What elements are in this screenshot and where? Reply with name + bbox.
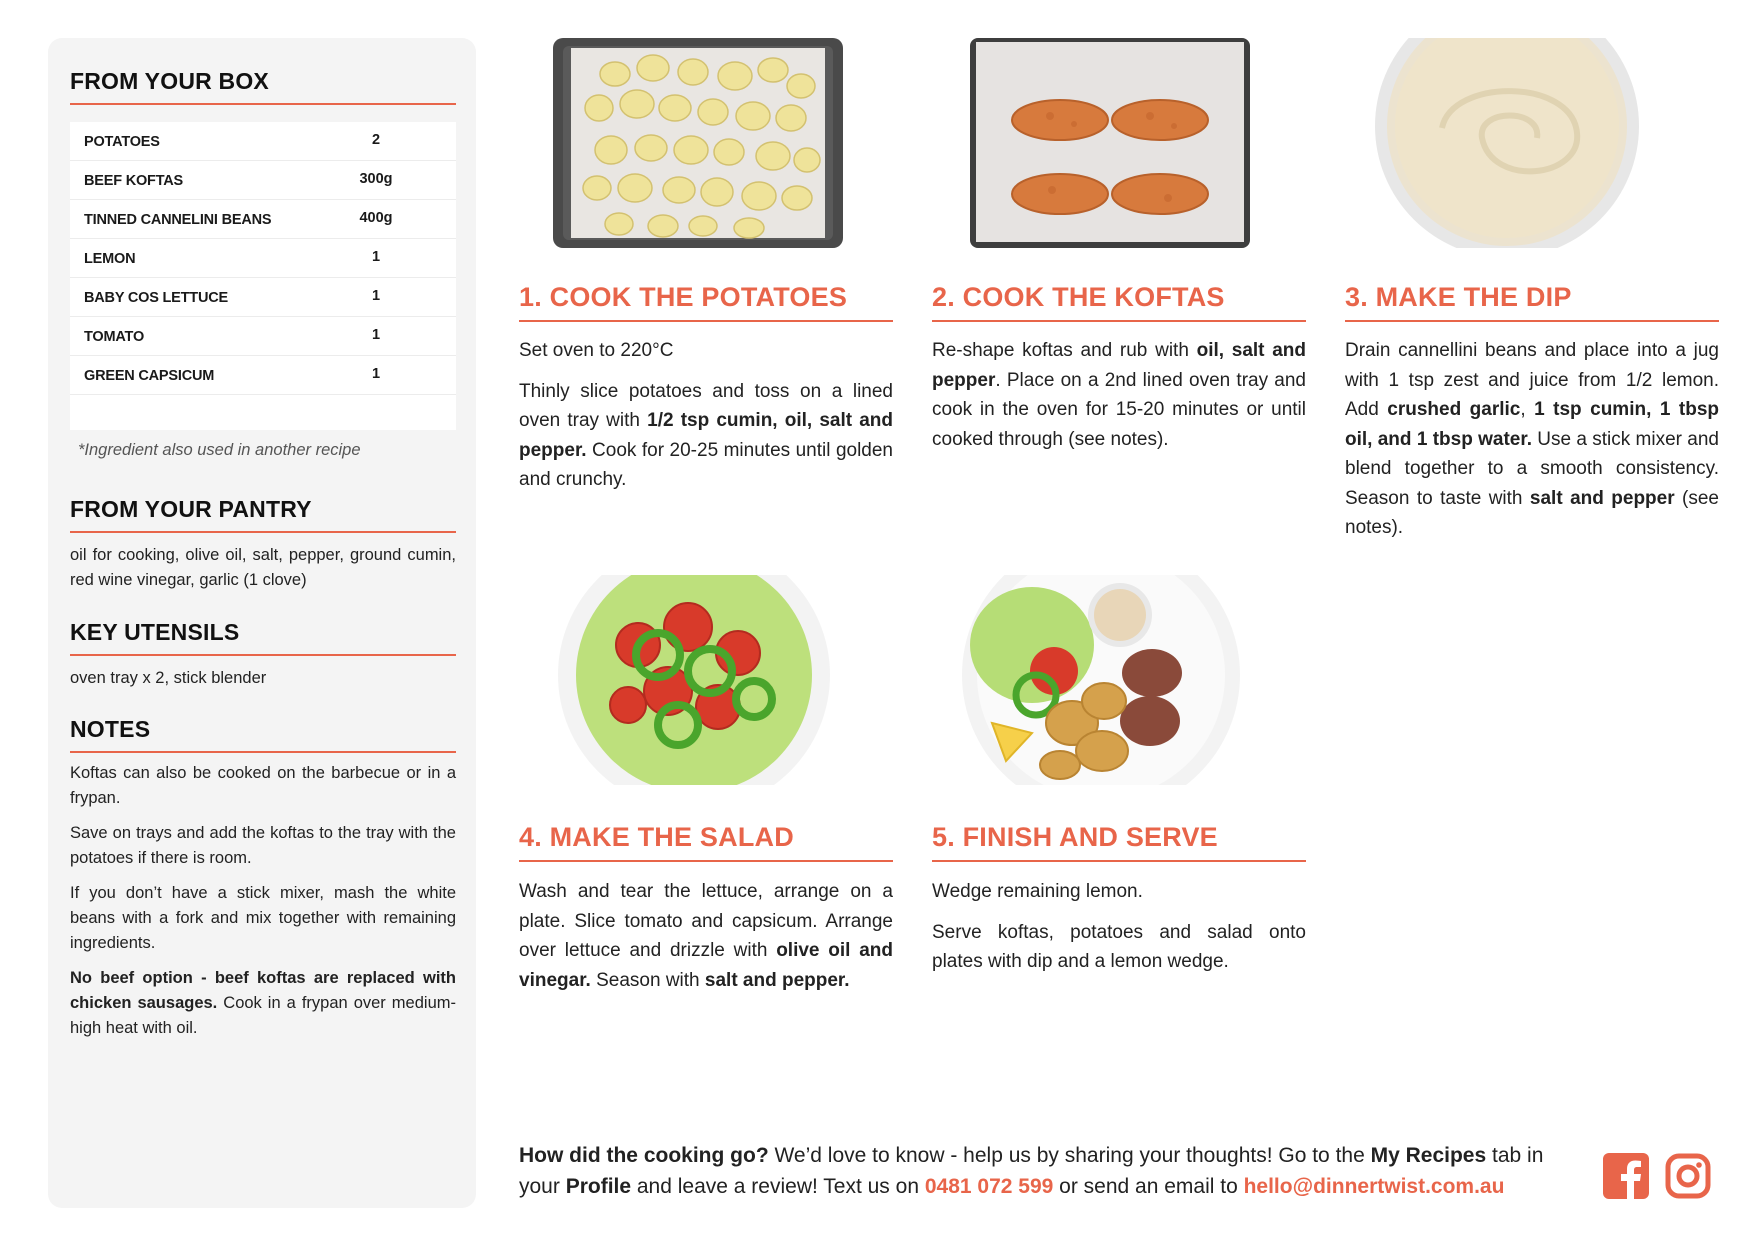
text-bold: 1 tsp cumin, 1 tbsp oil, and 1 tbsp water. <box>1345 399 1719 450</box>
text-run: and leave a review! Text us on <box>631 1175 925 1198</box>
note-item: Koftas can also be cooked on the barbecue or in a frypan. <box>70 764 456 807</box>
text-bold: salt and pepper. <box>704 969 850 991</box>
notes-heading: NOTES <box>70 716 456 753</box>
text-bold: 1/2 tsp cumin, oil, salt and pepper. <box>519 410 893 461</box>
potatoes-tray-image <box>553 38 843 248</box>
step-3-text <box>1345 336 1719 554</box>
salad-plate-image <box>558 575 830 785</box>
text-bold: olive oil and vinegar. <box>519 940 893 991</box>
from-your-box-heading: FROM YOUR BOX <box>70 68 456 105</box>
text-bold: oil, salt and pepper <box>932 340 1306 391</box>
note-item <box>70 966 456 1041</box>
ingredients-sidebar <box>48 38 476 1208</box>
my-recipes-label: My Recipes <box>1370 1144 1487 1167</box>
ingredient-name: GREEN CAPSICUM <box>84 368 215 384</box>
text-run: We’d love to know - help us by sharing your thoughts! Go to the <box>768 1144 1371 1167</box>
step-4-text <box>519 877 893 1006</box>
notes-list <box>70 761 456 1051</box>
step-2-text <box>932 336 1306 465</box>
ingredient-qty: 1 <box>371 288 381 304</box>
ingredient-qty: 400g <box>359 210 393 226</box>
text-run: . Place on a 2nd lined oven tray and cook in the oven for 15-20 minutes or until cooked through (see notes). <box>932 369 1306 450</box>
text-run: Re-shape koftas and rub with <box>932 340 1197 361</box>
text-run: Use a stick mixer and blend together to a smooth consistency. Season to taste with <box>1345 428 1719 509</box>
step-1-para <box>519 377 893 495</box>
ingredient-name: BABY COS LETTUCE <box>84 290 228 306</box>
note-item: Save on trays and add the koftas to the tray with the potatoes if there is room. <box>70 824 456 867</box>
text-run: or send an email to <box>1053 1175 1244 1198</box>
step-3-title: 3. MAKE THE DIP <box>1345 282 1719 322</box>
step-2-title: 2. COOK THE KOFTAS <box>932 282 1306 322</box>
text-run: Season with <box>590 969 705 991</box>
step-5-para: Serve koftas, potatoes and salad onto plates with dip and a lemon wedge. <box>932 921 1306 972</box>
step-4-para <box>519 877 893 995</box>
ingredient-name: TOMATO <box>84 329 145 345</box>
step-4-title: 4. MAKE THE SALAD <box>519 822 893 862</box>
phone-link[interactable]: 0481 072 599 <box>924 1175 1054 1198</box>
table-row <box>70 161 456 200</box>
text-bold: crushed garlic <box>1387 399 1521 420</box>
table-row <box>70 317 456 356</box>
step-1-title: 1. COOK THE POTATOES <box>519 282 893 322</box>
step-1-para: Set oven to 220°C <box>519 340 674 361</box>
utensils-text: oven tray x 2, stick blender <box>70 669 267 687</box>
pantry-heading: FROM YOUR PANTRY <box>70 496 456 533</box>
feedback-footer <box>519 1140 1579 1202</box>
email-link[interactable]: hello@dinnertwist.com.au <box>1243 1175 1505 1198</box>
pantry-text: oil for cooking, olive oil, salt, pepper, ground cumin, red wine vinegar, garlic (1 clove) <box>70 546 456 589</box>
text-run: Cook for 20-25 minutes until golden and crunchy. <box>519 439 893 490</box>
ingredient-name: POTATOES <box>84 134 160 150</box>
koftas-tray-image <box>970 38 1250 248</box>
ingredient-qty: 300g <box>359 171 393 187</box>
ingredient-name: LEMON <box>84 251 136 267</box>
text-run: (see notes). <box>1345 487 1719 538</box>
note-item: If you don’t have a stick mixer, mash the white beans with a fork and mix together with remaining ingredients. <box>70 884 456 952</box>
text-run: , <box>1520 399 1535 420</box>
text-run: Drain cannellini beans and place into a jug with 1 tsp zest and juice from 1/2 lemon. Add <box>1345 340 1719 420</box>
ingredient-qty: 1 <box>371 327 381 343</box>
step-5-para: Wedge remaining lemon. <box>932 881 1143 902</box>
ingredient-name: BEEF KOFTAS <box>84 173 184 189</box>
step-5-title: 5. FINISH AND SERVE <box>932 822 1306 862</box>
step-1-text <box>519 336 893 506</box>
step-5-text <box>932 877 1306 988</box>
utensils-heading: KEY UTENSILS <box>70 619 456 656</box>
ingredient-note: *Ingredient also used in another recipe <box>78 441 361 459</box>
facebook-icon[interactable] <box>1603 1153 1649 1199</box>
text-run: Thinly slice potatoes and toss on a lined oven tray with <box>519 380 893 431</box>
step-2-para <box>932 336 1306 454</box>
table-row <box>70 278 456 317</box>
table-row <box>70 122 456 161</box>
table-row <box>70 356 456 395</box>
footer-question: How did the cooking go? <box>519 1144 769 1167</box>
ingredients-table <box>70 122 456 430</box>
ingredient-qty: 2 <box>371 132 381 148</box>
text-run: Wash and tear the lettuce, arrange on a plate. Slice tomato and capsicum. Arrange over lettuce and drizzle with <box>519 881 893 961</box>
ingredient-name: TINNED CANNELINI BEANS <box>84 212 272 228</box>
profile-label: Profile <box>565 1175 632 1198</box>
text-bold: salt and pepper <box>1529 487 1675 509</box>
note-rest: Cook in a frypan over medium-high heat with oil. <box>70 994 456 1037</box>
text-run: tab in your <box>519 1144 1544 1198</box>
ingredient-qty: 1 <box>371 249 381 265</box>
instagram-icon[interactable] <box>1665 1153 1711 1199</box>
note-bold: No beef option - beef koftas are replaced with chicken sausages. <box>70 969 456 1012</box>
dip-bowl-image <box>1372 38 1642 248</box>
step-3-para <box>1345 336 1719 543</box>
finished-plate-image <box>962 575 1240 785</box>
table-row <box>70 239 456 278</box>
ingredient-qty: 1 <box>371 366 381 382</box>
table-row <box>70 200 456 239</box>
